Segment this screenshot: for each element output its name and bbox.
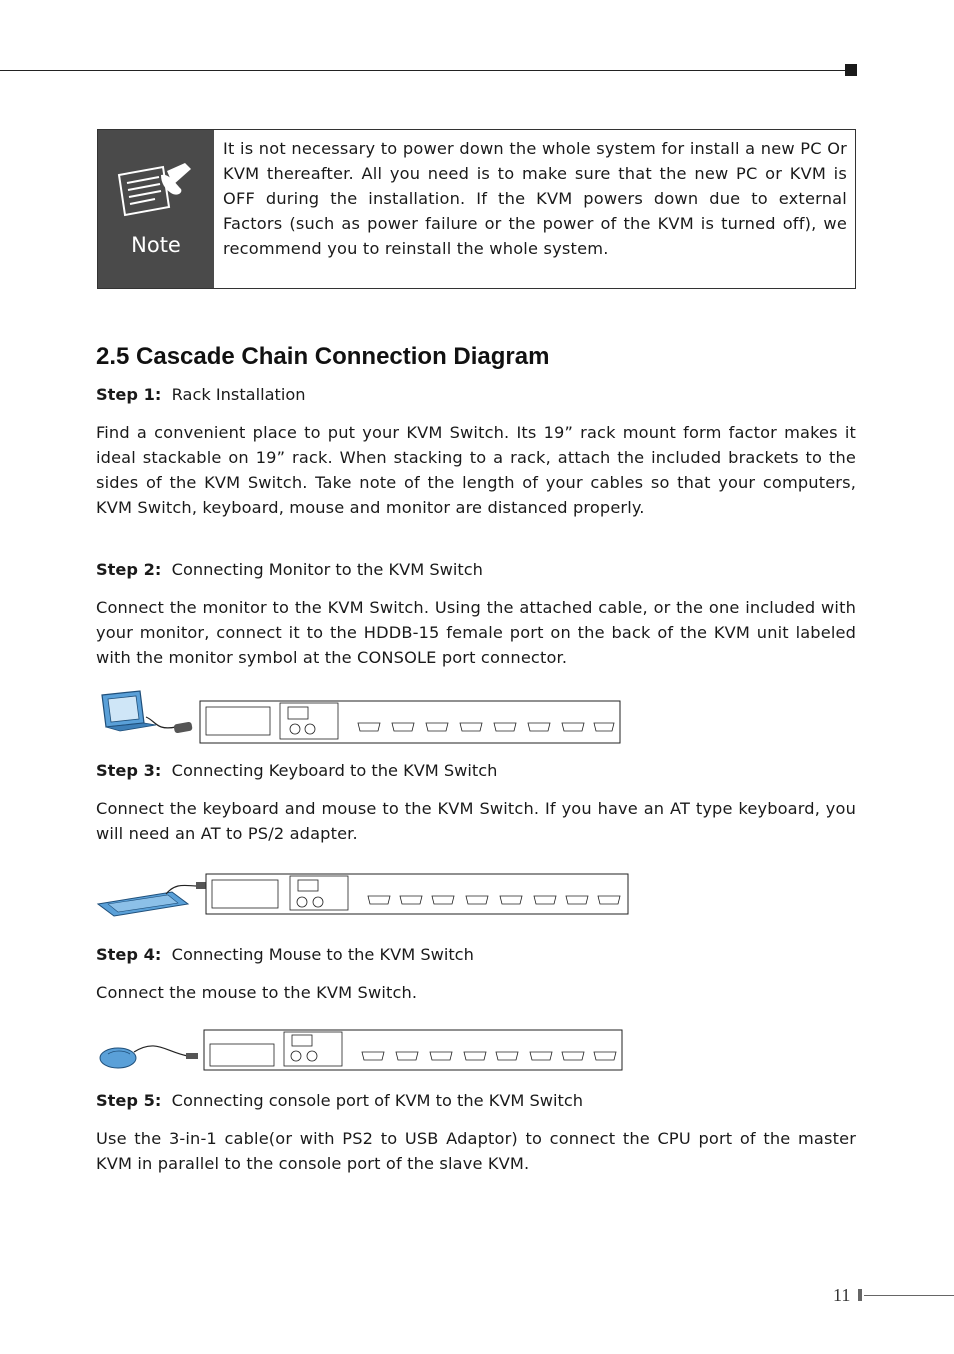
step-5-body: Use the 3-in-1 cable(or with PS2 to USB Adaptor) to connect the CPU port of the master KVM in parallel to the console port of the slave KVM.	[96, 1129, 856, 1173]
step-1-body: Find a convenient place to put your KVM Switch. Its 19” rack mount form factor makes it ideal stackable on 19” rack. When stacking to a rack, attach the included brackets to the sides of the KVM Switch. Take note of the length of your cables so that your computers, KVM Switch, keyboard, mouse and monitor are distanced properly.	[96, 423, 856, 517]
keyboard-icon	[98, 892, 188, 916]
footer-marker	[858, 1289, 862, 1301]
vga-connector	[173, 721, 192, 733]
monitor-icon	[102, 691, 156, 731]
step-label: Step 2:	[96, 560, 162, 579]
step-2-heading	[96, 557, 856, 582]
note-pad-icon	[111, 163, 201, 233]
step-3-body: Connect the keyboard and mouse to the KVM Switch. If you have an AT type keyboard, you will need an AT to PS/2 adapter.	[96, 799, 856, 843]
step-4-body: Connect the mouse to the KVM Switch.	[96, 983, 418, 1002]
keyboard-connection-diagram	[96, 860, 632, 920]
footer-rule	[864, 1295, 954, 1296]
step-label: Step 4:	[96, 945, 162, 964]
note-box	[97, 129, 856, 289]
step-label: Step 5:	[96, 1091, 162, 1110]
monitor-connection-diagram	[96, 687, 626, 745]
step-4-heading	[96, 942, 856, 967]
ps2-connector	[186, 1053, 198, 1059]
step-5-heading	[96, 1088, 856, 1113]
note-icon-cell	[98, 130, 214, 288]
header-rule	[0, 70, 846, 71]
step-title: Connecting Mouse to the KVM Switch	[171, 945, 474, 964]
page-number: 11	[833, 1285, 851, 1305]
mouse-icon	[100, 1048, 136, 1068]
note-text: It is not necessary to power down the whole system for install a new PC Or KVM thereafter. All you need is to make sure that the new PC or KVM is OFF during the installation. If the KVM powers down due to external Factors (such as power failure or the power of the KVM is turned off), we recommend you to reinstall the whole system.	[223, 139, 847, 258]
note-label: Note	[131, 233, 181, 257]
mouse-cable	[134, 1046, 188, 1056]
step-title: Rack Installation	[171, 385, 306, 404]
mouse-connection-diagram	[96, 1022, 628, 1078]
section-title: 2.5 Cascade Chain Connection Diagram	[96, 343, 550, 370]
header-square-marker	[845, 64, 857, 76]
step-title: Connecting Keyboard to the KVM Switch	[171, 761, 498, 780]
step-3-heading	[96, 758, 856, 783]
step-title: Connecting Monitor to the KVM Switch	[171, 560, 483, 579]
step-title: Connecting console port of KVM to the KVM Switch	[171, 1091, 584, 1110]
step-1-heading	[96, 382, 856, 407]
kvm-rear-panel	[204, 1030, 622, 1070]
step-label: Step 1:	[96, 385, 162, 404]
step-2-body: Connect the monitor to the KVM Switch. Using the attached cable, or the one included with your monitor, connect it to the HDDB-15 female port on the back of the KVM unit labeled with the monitor symbol at the CONSOLE port connector.	[96, 598, 856, 667]
step-label: Step 3:	[96, 761, 162, 780]
